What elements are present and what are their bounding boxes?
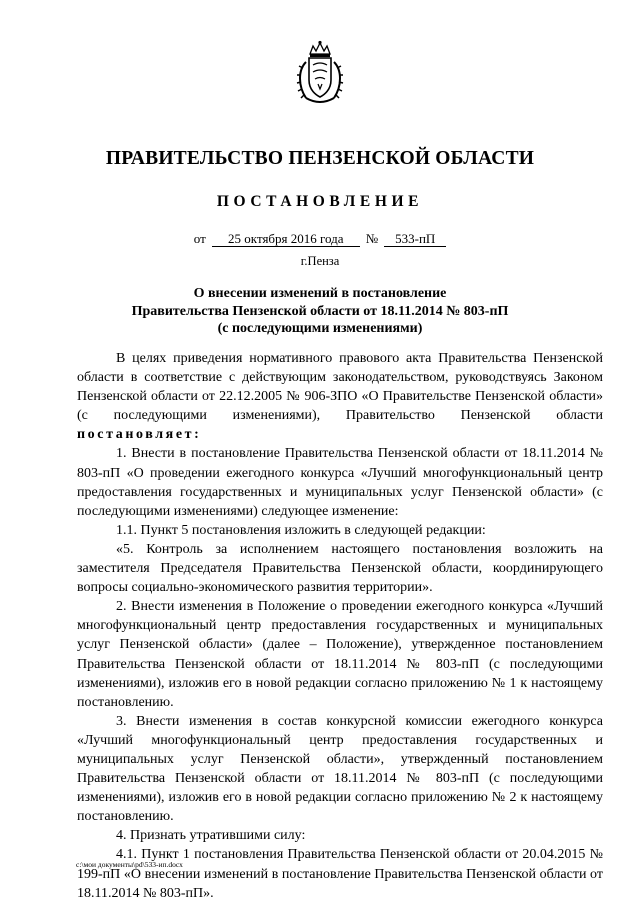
- preamble-text: В целях приведения нормативного правового акта Правительства Пензенской области в соответствие с действующим законодательством, руководствуясь Законом Пензенской области от 22.12.2005 № 906-ЗПО «О Правительстве Пензенской области» (с последующими изменениями), Правительство Пензенской области: [77, 351, 603, 424]
- subject-line: О внесении изменений в постановление: [193, 286, 447, 301]
- city: г.Пенза: [300, 254, 340, 268]
- file-path: c:\мои документы\рd\533-ип.docx: [76, 860, 183, 869]
- date-number-line: [0, 231, 640, 247]
- paragraph-1-1-quote: «5. Контроль за исполнением настоящего постановления возложить на заместителя Председателя Правительства Пензенской области, координирующего вопросы социально-экономического развития территории».: [77, 541, 603, 596]
- document-date: 25 октября 2016 года: [212, 232, 360, 247]
- decree-word: постановляет:: [77, 427, 202, 443]
- document-type: ПОСТАНОВЛЕНИЕ: [216, 193, 424, 210]
- paragraph-preamble: [77, 349, 603, 444]
- subject-line: (с последующими изменениями): [217, 321, 423, 336]
- paragraph-4-1: 4.1. Пункт 1 постановления Правительства Пензенской области от 20.04.2015 № 199-пП «О внесении изменений в постановление Правительства Пензенской области от 18.11.2014 № 803-пП».: [77, 847, 603, 901]
- paragraph-2: 2. Внести изменения в Положение о проведении ежегодного конкурса «Лучший многофункциональный центр предоставления государственных и муниципальных услуг Пензенской области» (далее – Положение), утвержденное постановлением Правительства Пензенской области от 18.11.2014 № 803-пП (с последующими изменениями), изложив его в новой редакции согласно приложению № 1 к настоящему постановлению.: [77, 599, 603, 710]
- paragraph-4: 4. Признать утратившими силу:: [116, 828, 306, 844]
- paragraph-1-1: 1.1. Пункт 5 постановления изложить в следующей редакции:: [116, 522, 486, 538]
- date-prefix: от: [193, 231, 206, 246]
- subject-line: Правительства Пензенской области от 18.11.2014 № 803-пП: [131, 303, 509, 319]
- organization-title: ПРАВИТЕЛЬСТВО ПЕНЗЕНСКОЙ ОБЛАСТИ: [105, 148, 535, 169]
- paragraph-3: 3. Внести изменения в состав конкурсной комиссии ежегодного конкурса «Лучший многофункциональный центр предоставления государственных и муниципальных услуг Пензенской области», утвержденный постановлением Правительства Пензенской области от 18.11.2014 № 803-пП (с последующими изменениями), изложив его в новой редакции согласно приложению № 2 к настоящему постановлению.: [77, 713, 603, 825]
- paragraph-1: 1. Внести в постановление Правительства Пензенской области от 18.11.2014 № 803-пП «О проведении ежегодного конкурса «Лучший многофункциональный центр предоставления государственных и муниципальных услуг Пензенской области» (с последующими изменениями) следующее изменение:: [77, 446, 603, 519]
- coat-of-arms-icon: [294, 40, 346, 106]
- document-subject: [0, 285, 640, 338]
- document-body: [77, 349, 603, 903]
- number-sign: №: [365, 231, 379, 246]
- document-number: 533-пП: [384, 232, 446, 247]
